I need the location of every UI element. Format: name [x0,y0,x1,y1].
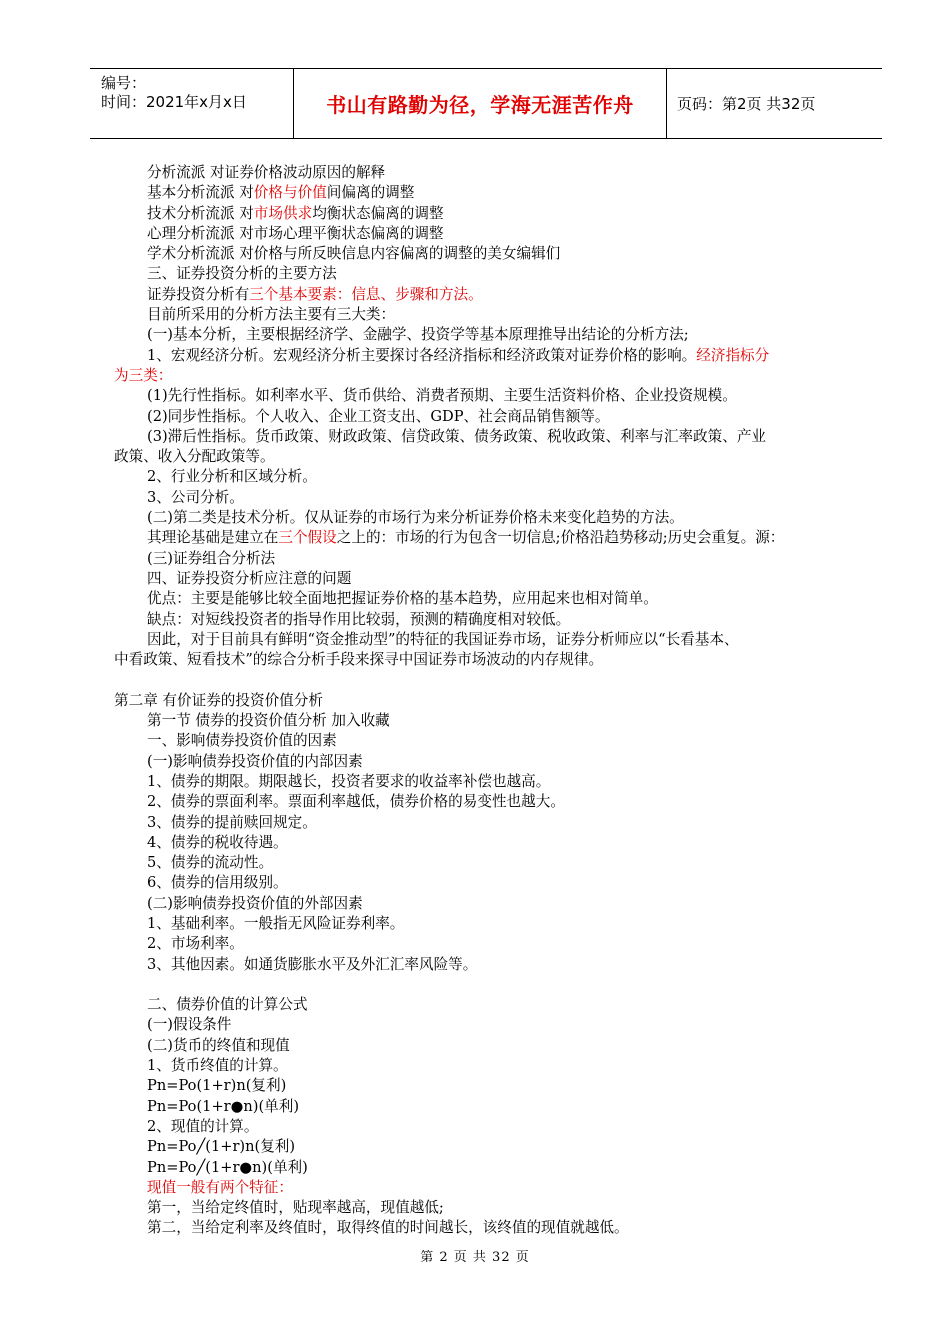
paragraph-line: 技术分析流派 对市场供求均衡状态偏离的调整 [147,204,444,222]
number-label: 编号： [101,74,147,92]
list-item: 1、债券的期限。期限越长，投资者要求的收益率补偿也越高。 [147,772,551,790]
time-label: 时间：2021年x月x日 [101,93,247,111]
paragraph-line: (一)基本分析，主要根据经济学、金融学、投资学等基本原理推导出结论的分析方法; [147,326,689,344]
paragraph-line: 1、宏观经济分析。宏观经济分析主要探讨各经济指标和经济政策对证券价格的影响。经济指标分 [147,346,770,364]
list-item: 3、债券的提前赎回规定。 [147,813,317,831]
motto-text: 书山有路勤为径，学海无涯苦作舟 [326,93,634,117]
section-heading: 一、影响债券投资价值的因素 [147,732,337,750]
section-heading: 三、证券投资分析的主要方法 [147,265,337,283]
highlight-text: 价格与价值 [253,184,327,202]
paragraph-line: (一)影响债券投资价值的内部因素 [147,752,363,770]
paragraph-line: (3)滞后性指标。货币政策、财政政策、信贷政策、债务政策、税收政策、利率与汇率政策、产业 [147,427,767,445]
formula-line: Pn=Po╱(1+r●n)(单利) [147,1158,308,1176]
document-body [114,163,874,1239]
formula-line: Pn=Po(1+r●n)(单利) [147,1097,300,1115]
section-heading: 第一节 债券的投资价值分析 加入收藏 [147,712,390,730]
paragraph-line: (2)同步性指标。个人收入、企业工资支出、GDP、社会商品销售额等。 [147,407,610,425]
paragraph-line: 中看政策、短看技术”的综合分析手段来探寻中国证券市场波动的内存规律。 [114,651,604,669]
list-item: 5、债券的流动性。 [147,854,274,872]
paragraph-line: 证券投资分析有三个基本要素：信息、步骤和方法。 [147,285,483,303]
paragraph-line: (1)先行性指标。如利率水平、货币供给、消费者预期、主要生活资料价格、企业投资规模。 [147,387,737,405]
header-info-cell [90,69,294,138]
section-heading: 四、证券投资分析应注意的问题 [147,569,352,587]
paragraph-line: 学术分析流派 对价格与所反映信息内容偏离的调整的美女编辑们 [147,245,561,263]
header-page-cell [667,69,882,138]
highlight-text: 市场供求 [253,204,313,222]
blank-line [114,670,874,690]
paragraph-line: 1、货币终值的计算。 [147,1057,288,1075]
paragraph-line [114,366,874,386]
paragraph-line: (三)证券组合分析法 [147,549,276,567]
header-motto-cell [294,69,667,138]
highlight-line: 现值一般有两个特征： [147,1178,293,1196]
paragraph-line: 基本分析流派 对价格与价值间偏离的调整 [147,184,415,202]
highlight-text: 三个假设 [278,529,337,547]
list-item: 1、基础利率。一般指无风险证券利率。 [147,914,405,932]
formula-line: Pn=Po╱(1+r)n(复利) [147,1138,296,1156]
paragraph-line: 其理论基础是建立在三个假设之上的：市场的行为包含一切信息;价格沿趋势移动;历史会重复。源： [147,529,785,547]
paragraph-line: 缺点：对短线投资者的指导作用比较弱，预测的精确度相对较低。 [147,610,571,628]
paragraph-line: 因此，对于目前具有鲜明“资金推动型”的特征的我国证券市场，证券分析师应以“长看基本、 [147,630,739,648]
paragraph-line: 优点：主要是能够比较全面地把握证券价格的基本趋势，应用起来也相对简单。 [147,590,658,608]
list-item: 4、债券的税收待遇。 [147,833,288,851]
paragraph-line: 3、公司分析。 [147,488,244,506]
paragraph-line: (一)假设条件 [147,1016,232,1034]
list-item: 2、债券的票面利率。票面利率越低，债券价格的易变性也越大。 [147,793,565,811]
page-footer: 第 2 页 共 32 页 [420,1250,530,1265]
paragraph-line: 目前所采用的分析方法主要有三大类： [147,306,396,324]
section-heading: 二、债券价值的计算公式 [147,996,308,1014]
paragraph-line: 第一，当给定终值时，贴现率越高，现值越低; [147,1199,444,1217]
highlight-text: 三个基本要素：信息、步骤和方法。 [249,285,483,303]
highlight-text: 经济指标分 [696,346,770,364]
chapter-heading: 第二章 有价证券的投资价值分析 [114,691,323,709]
highlight-text: 为三类： [114,366,173,384]
list-item: 6、债券的信用级别。 [147,874,288,892]
paragraph-line: 2、现值的计算。 [147,1117,259,1135]
list-item: 2、市场利率。 [147,935,244,953]
paragraph-line: 政策、收入分配政策等。 [114,448,275,466]
paragraph-line: 第二，当给定利率及终值时，取得终值的时间越长，该终值的现值就越低。 [147,1219,629,1237]
blank-line [114,975,874,995]
paragraph-line: (二)影响债券投资价值的外部因素 [147,894,363,912]
paragraph-line: 2、行业分析和区域分析。 [147,468,317,486]
page-label: 页码：第2页 共32页 [677,95,816,113]
paragraph-line: 心理分析流派 对市场心理平衡状态偏离的调整 [147,224,444,242]
paragraph-line: 分析流派 对证券价格波动原因的解释 [147,164,386,181]
paragraph-line: (二)第二类是技术分析。仅从证券的市场行为来分析证券价格未来变化趋势的方法。 [147,509,684,527]
page-header [90,68,882,139]
paragraph-line: (二)货币的终值和现值 [147,1036,290,1054]
formula-line: Pn=Po(1+r)n(复利) [147,1077,287,1095]
list-item: 3、其他因素。如通货膨胀水平及外汇汇率风险等。 [147,955,478,973]
